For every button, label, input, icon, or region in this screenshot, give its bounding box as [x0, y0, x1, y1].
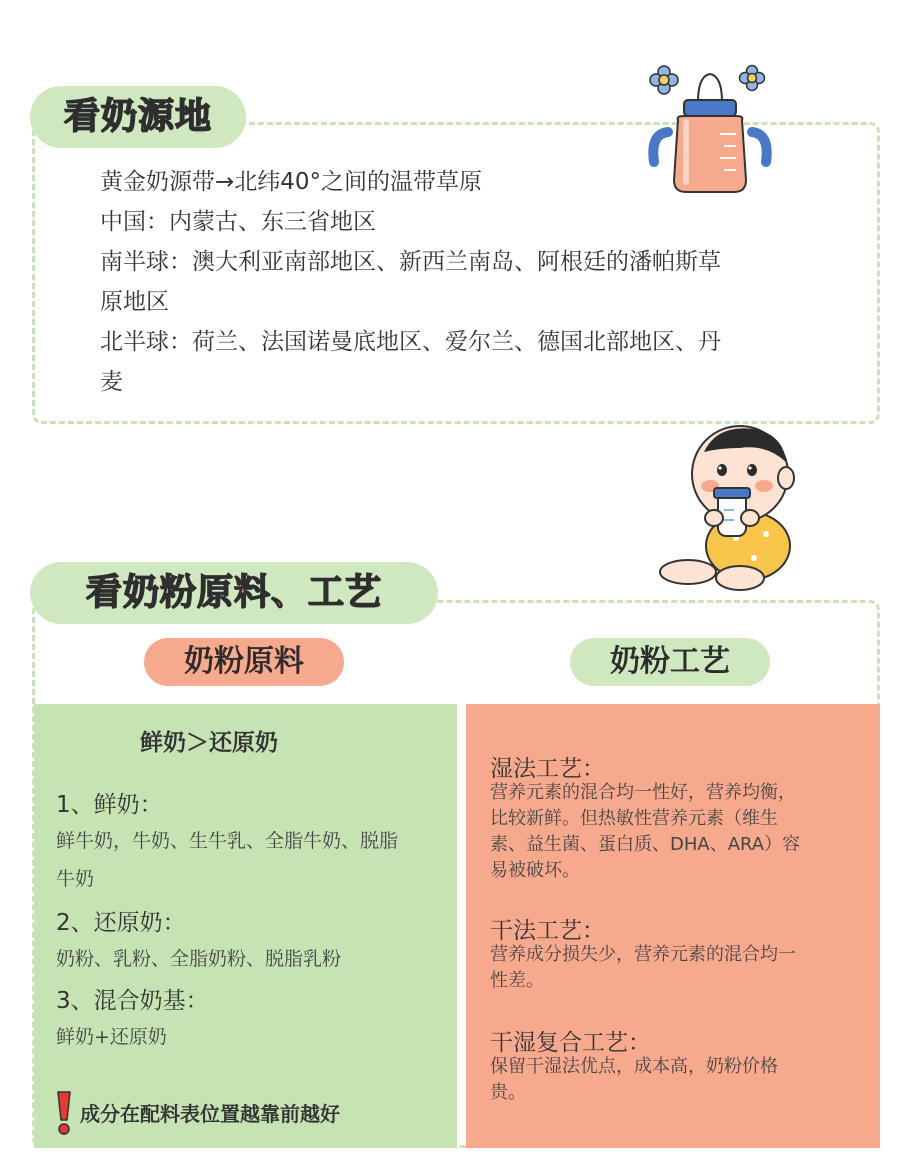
text-line: 比较新鲜。但热敏性营养元素（维生	[490, 808, 778, 829]
text-line: 黄金奶源带→北纬40°之间的温带草原	[100, 169, 483, 195]
milk-source-text	[100, 162, 830, 402]
text-line: 原地区	[100, 289, 169, 315]
process-title: 干法工艺：	[490, 918, 605, 944]
process-detail	[490, 780, 870, 884]
baby-drinking-icon	[648, 418, 808, 598]
ingredient-title: 3、混合奶基：	[56, 988, 209, 1014]
process-title: 湿法工艺：	[490, 756, 605, 782]
ingredient-title: 2、还原奶：	[56, 910, 186, 936]
text-line: 麦	[100, 369, 123, 395]
text-line: 营养元素的混合均一性好，营养均衡，	[490, 782, 796, 803]
exclamation-icon	[54, 1090, 74, 1136]
text-line: 易被破坏。	[490, 860, 580, 881]
text-line: 北半球：荷兰、法国诺曼底地区、爱尔兰、德国北部地区、丹	[100, 329, 721, 355]
process-detail	[490, 1054, 870, 1106]
ingredient-detail: 鲜牛奶，牛奶、生牛乳、全脂牛奶、脱脂	[56, 830, 399, 852]
ingredient-detail: 牛奶	[56, 868, 95, 890]
text-line: 贵。	[490, 1082, 526, 1103]
flower-icon	[740, 66, 765, 91]
subtitle-ingredients: 奶粉原料	[144, 638, 344, 686]
text-line: 营养成分损失少，营养元素的混合均一	[490, 944, 796, 965]
flower-icon	[650, 66, 678, 94]
ingredient-detail: 鲜奶+还原奶	[56, 1026, 167, 1048]
warning-text: 成分在配料表位置越靠前越好	[80, 1102, 340, 1126]
process-detail	[490, 942, 870, 994]
section-title-milk-source: 看奶源地	[30, 86, 246, 148]
ingredients-headline: 鲜奶＞还原奶	[140, 730, 278, 756]
process-title: 干湿复合工艺：	[490, 1030, 651, 1056]
text-line: 保留干湿法优点，成本高，奶粉价格	[490, 1056, 778, 1077]
section-title-formula: 看奶粉原料、工艺	[30, 562, 438, 624]
ingredient-title: 1、鲜奶：	[56, 792, 163, 818]
text-line: 中国：内蒙古、东三省地区	[100, 209, 376, 235]
ingredient-detail: 奶粉、乳粉、全脂奶粉、脱脂乳粉	[56, 948, 342, 970]
text-line: 性差。	[490, 970, 544, 991]
text-line: 素、益生菌、蛋白质、DHA、ARA）容	[490, 834, 801, 855]
text-line: 南半球：澳大利亚南部地区、新西兰南岛、阿根廷的潘帕斯草	[100, 249, 721, 275]
subtitle-process: 奶粉工艺	[570, 638, 770, 686]
